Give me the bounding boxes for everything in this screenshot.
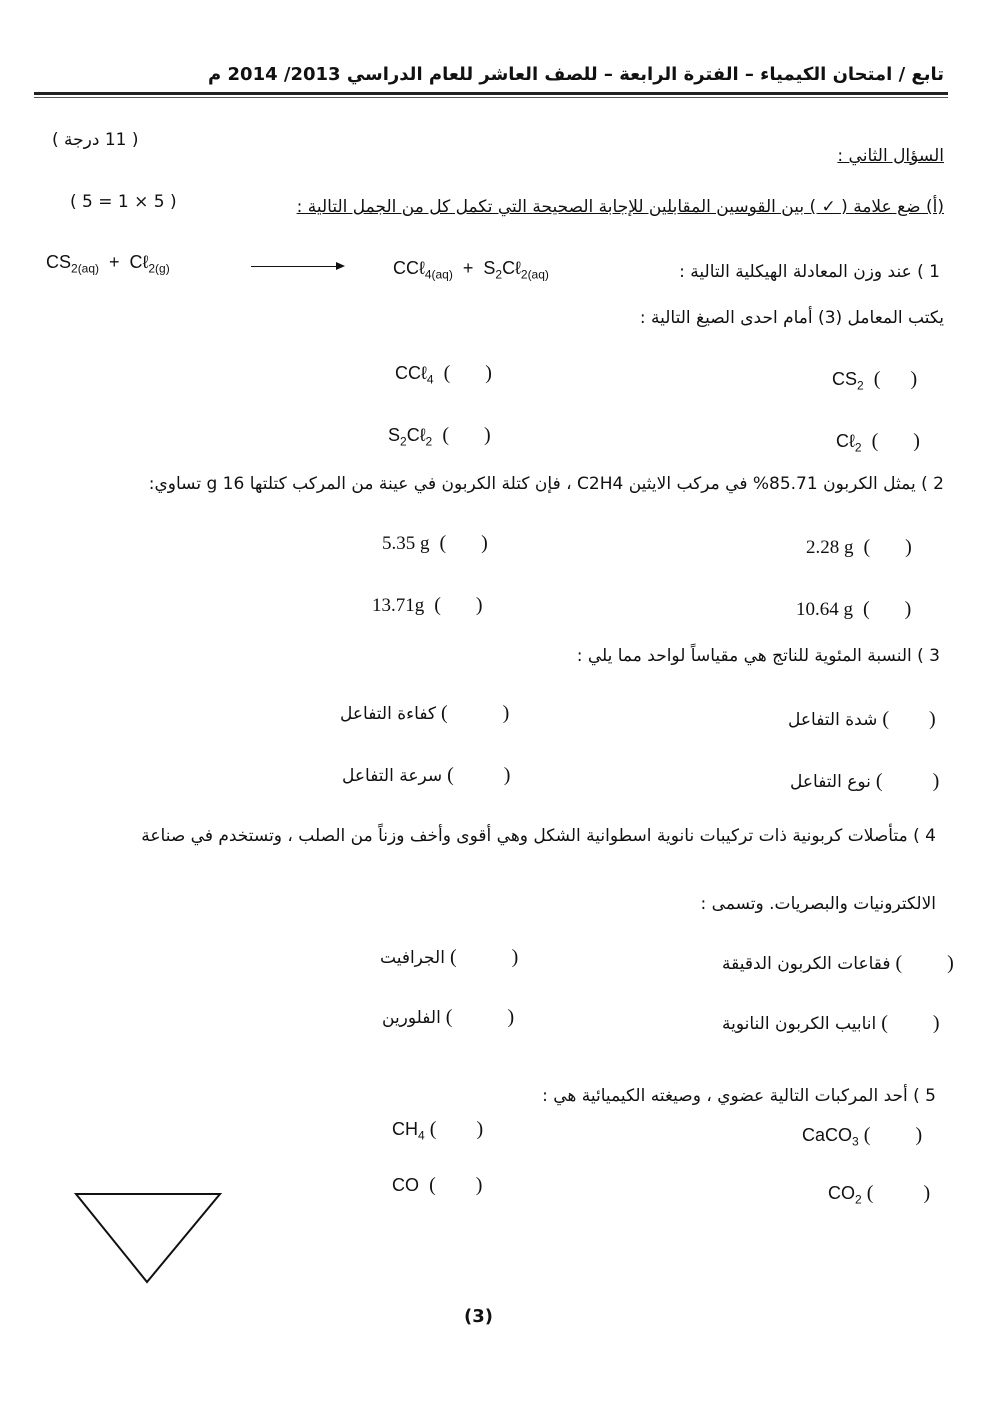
q4-text2: الالكترونيات والبصريات. وتسمى :	[700, 894, 936, 914]
q2-option-d[interactable]: 13.71g ( )	[372, 594, 483, 616]
header-rule-thin	[34, 97, 948, 98]
q2-option-c[interactable]: 10.64 g ( )	[796, 598, 912, 620]
q4-text: 4 ) متأصلات كربونية ذات تركيبات نانوية اسطوانية الشكل وهي أقوى وأخف وزناً من الصلب ، وتستخدم في صناعة	[141, 826, 936, 846]
reaction-arrow	[251, 266, 343, 267]
q1-text2: يكتب المعامل (3) أمام احدى الصيغ التالية :	[639, 308, 944, 328]
q3-text: 3 ) النسبة المئوية للناتج هي مقياساً لواحد مما يلي :	[576, 646, 940, 666]
equation-products: CCℓ$_{4(aq)}$ + $S_2C\ell_{2(aq)}$	[393, 258, 549, 282]
question-title: السؤال الثاني :	[837, 146, 944, 166]
q3-option-a[interactable]: شدة التفاعل ( )	[788, 708, 936, 730]
q1-option-ccl4[interactable]: CCℓ$_4$ ( )	[395, 362, 492, 387]
q5-text: 5 ) أحد المركبات التالية عضوي ، وصيغته الكيميائية هي :	[542, 1086, 936, 1106]
page-number: (3)	[464, 1306, 493, 1327]
q4-option-b[interactable]: الجرافيت ( )	[380, 946, 519, 968]
exam-header-title: تابع / امتحان الكيمياء – الفترة الرابعة – للصف العاشر للعام الدراسي 2013/ 2014 م	[208, 64, 944, 85]
q2-option-a[interactable]: 2.28 g ( )	[806, 536, 912, 558]
q3-option-c[interactable]: نوع التفاعل ( )	[790, 770, 940, 792]
q5-option-ch4[interactable]: $CH_4$ ( )	[392, 1118, 484, 1143]
q5-option-co2[interactable]: $CO_2$ ( )	[828, 1182, 931, 1207]
triangle-shape	[74, 1190, 224, 1286]
q4-option-d[interactable]: الفلورين ( )	[382, 1006, 515, 1028]
q2-text: 2 ) يمثل الكربون 85.71% في مركب الايثين C2H4 ، فإن كتلة الكربون في عينة من المركب كتلتها 16 g تساوي:	[148, 474, 944, 494]
q5-option-co[interactable]: CO ( )	[392, 1174, 483, 1196]
part-a-instruction: (أ) ضع علامة ( ✓ ) بين القوسين المقابلين للإجابة الصحيحة التي تكمل كل من الجمل التالية :	[296, 197, 944, 217]
question-marks: ( 11 درجة )	[52, 130, 139, 150]
header-rule	[34, 92, 948, 95]
q3-option-b[interactable]: كفاءة التفاعل ( )	[340, 702, 510, 724]
q3-option-d[interactable]: سرعة التفاعل ( )	[342, 764, 511, 786]
q1-option-s2cl2[interactable]: $S_2C\ell_2$ ( )	[388, 424, 491, 449]
q2-option-b[interactable]: 5.35 g ( )	[382, 532, 488, 554]
q1-option-cs2[interactable]: $CS_2$ ( )	[832, 368, 918, 393]
part-a-score: ( 5 = 1 × 5 )	[70, 192, 177, 212]
equation-reactants: $CS_{2(aq)}$ + Cℓ$_{2(g)}$	[46, 252, 170, 276]
q1-option-cl2[interactable]: Cℓ$_2$ ( )	[836, 430, 920, 455]
q4-option-c[interactable]: انابيب الكربون النانوية ( )	[722, 1012, 940, 1034]
q1-text: 1 ) عند وزن المعادلة الهيكلية التالية :	[679, 262, 940, 282]
q5-option-caco3[interactable]: CaCO$_3$ ( )	[802, 1124, 923, 1149]
q4-option-a[interactable]: فقاعات الكربون الدقيقة ( )	[722, 952, 954, 974]
